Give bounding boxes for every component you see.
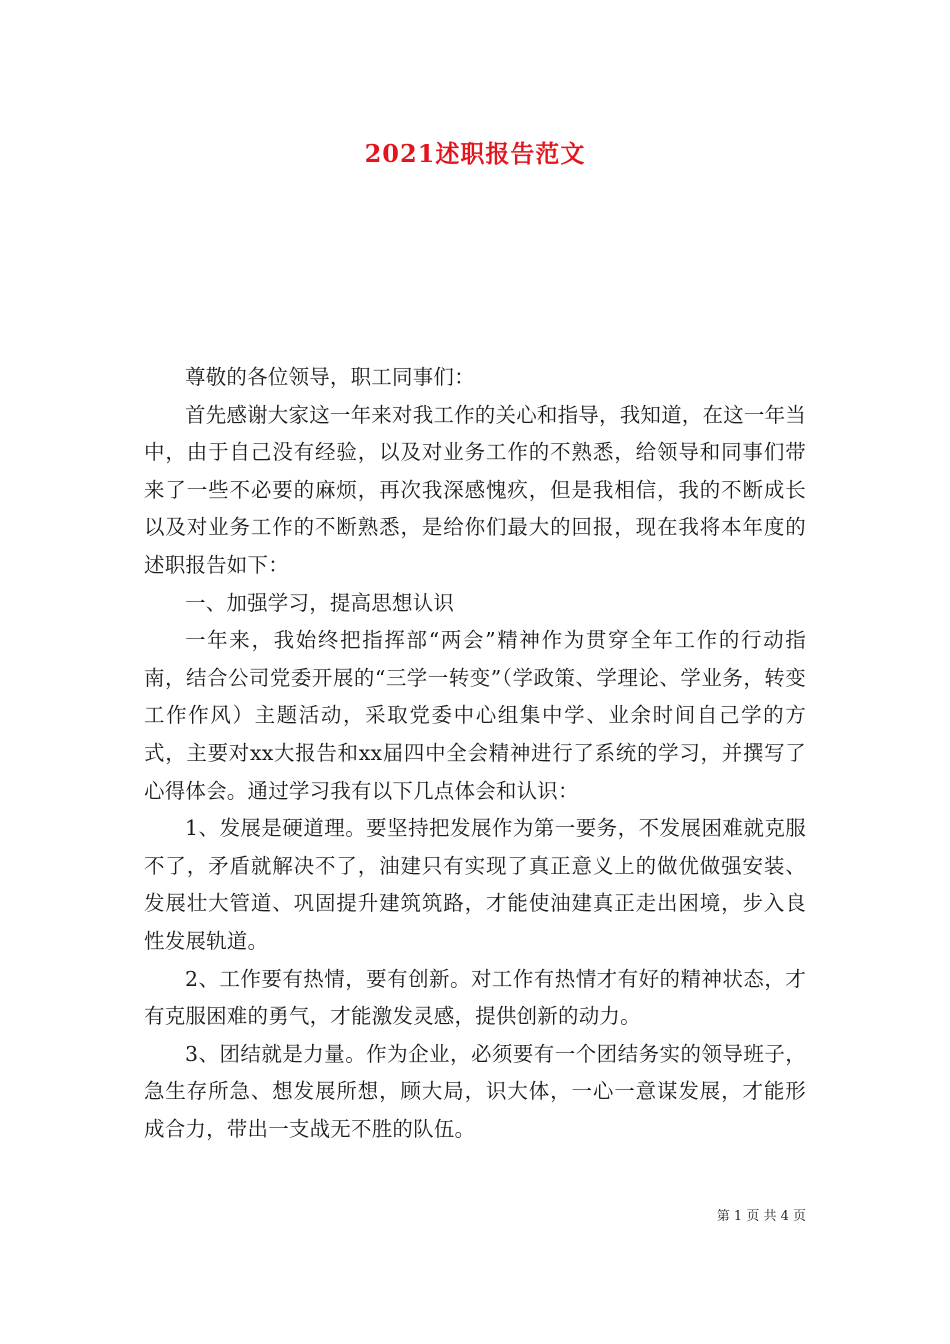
point-paragraph-1: 1、发展是硬道理。要坚持把发展作为第一要务，不发展困难就克服不了，矛盾就解决不了，油建只有实现了真正意义上的做优做强安装、发展壮大管道、巩固提升建筑筑路，才能使油建真正走出困境，步入良性发展轨道。 xyxy=(144,816,806,953)
study-paragraph: 一年来，我始终把指挥部“两会”精神作为贯穿全年工作的行动指南，结合公司党委开展的“三学一转变”（学政策、学理论、学业务，转变工作作风）主题活动，采取党委中心组集中学、业余时间自己学的方式，主要对xx大报告和xx届四中全会精神进行了系统的学习，并撰写了心得体会。通过学习我有以下几点体会和认识： xyxy=(144,628,806,803)
salutation-paragraph: 尊敬的各位领导，职工同事们： xyxy=(185,365,475,389)
intro-paragraph: 首先感谢大家这一年来对我工作的关心和指导，我知道，在这一年当中，由于自己没有经验，以及对业务工作的不熟悉，给领导和同事们带来了一些不必要的麻烦，再次我深感愧疚，但是我相信，我的不断成长以及对业务工作的不断熟悉，是给你们最大的回报，现在我将本年度的述职报告如下： xyxy=(144,402,806,577)
page-number: 第 1 页 共 4 页 xyxy=(716,1209,806,1224)
document-body xyxy=(144,359,806,1148)
point-paragraph-3: 3、团结就是力量。作为企业，必须要有一个团结务实的领导班子，急生存所急、想发展所想，顾大局，识大体，一心一意谋发展，才能形成合力，带出一支战无不胜的队伍。 xyxy=(144,1041,806,1141)
point-paragraph-2: 2、工作要有热情，要有创新。对工作有热情才有好的精神状态，才有克服困难的勇气，才能激发灵感，提供创新的动力。 xyxy=(144,966,806,1029)
document-title: 2021述职报告范文 xyxy=(364,139,586,168)
section-heading: 一、加强学习，提高思想认识 xyxy=(185,590,455,615)
